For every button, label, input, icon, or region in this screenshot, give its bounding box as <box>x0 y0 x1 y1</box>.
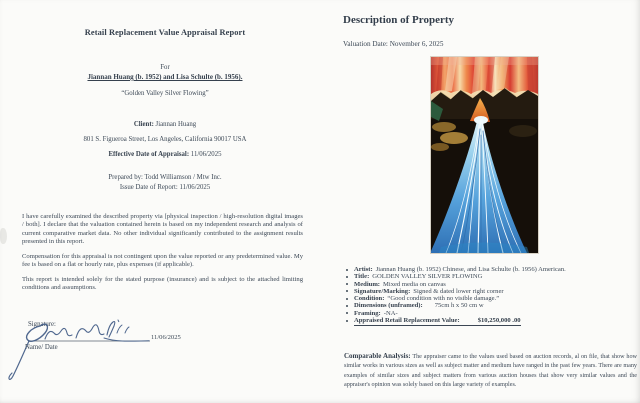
issue-date-line: Issue Date of Report: 11/06/2025 <box>119 184 211 191</box>
valuation-date-value: November 6, 2025 <box>387 40 444 48</box>
detail-value: “Good condition with no visible damage.” <box>387 295 500 303</box>
detail-row-dimensions <box>344 302 638 309</box>
bullet-icon <box>346 305 348 307</box>
client-label: Client: <box>133 121 154 128</box>
effective-date-value: 11/06/2025 <box>189 151 222 158</box>
comparable-analysis <box>344 352 637 391</box>
valuation-date-label: Valuation Date: <box>343 40 388 48</box>
effective-date-line <box>10 151 320 158</box>
bullet-icon <box>346 276 348 278</box>
bullet-icon <box>346 283 348 285</box>
prepared-by-line: Prepared by: Todd Williamson / Mtw Inc. <box>108 174 222 181</box>
signature-image <box>0 318 190 398</box>
bullet-icon <box>346 298 348 300</box>
client-name: Jiannan Huang <box>153 121 197 128</box>
detail-value: GOLDEN VALLEY SILVER FLOWING <box>372 273 483 281</box>
detail-label: Dimensions (unframed): <box>354 302 423 310</box>
detail-label: Artist: <box>354 266 373 273</box>
detail-label: Medium: <box>354 280 381 288</box>
detail-label: Title: <box>354 273 370 281</box>
bullet-icon <box>346 290 348 292</box>
detail-row-condition <box>344 295 638 302</box>
signature-label: Signature: <box>28 321 56 328</box>
owners-names: Jiannan Huang (b. 1952) and Lisa Schulte (b. 1956). <box>87 73 243 81</box>
detail-label: Appraised Retail Replacement Value: <box>354 317 460 325</box>
effective-date-label: Effective Date of Appraisal: <box>108 151 190 158</box>
detail-value: Signed & dated lower right corner <box>413 287 504 295</box>
artwork-image <box>431 57 538 253</box>
appraised-value: $10,250,000 .00 <box>477 317 521 325</box>
client-address: 801 S. Figueroa Street, Los Angeles, California 90017 USA <box>83 136 247 143</box>
description-heading: Description of Property <box>343 14 454 26</box>
detail-row-appraised-value <box>344 317 638 326</box>
for-label: For <box>160 64 170 71</box>
certification-paragraph-2: Compensation for this appraisal is not contingent upon the value reported or any predetermined value. My fee is based on a flat or hourly rate, plus expenses (if applicable). <box>22 252 303 268</box>
report-title: Retail Replacement Value Appraisal Report <box>84 28 246 37</box>
detail-value: Jiannan Huang (b. 1952) Chinese, and Lisa Schulte (b. 1956) American. <box>375 266 566 273</box>
client-line <box>10 121 320 128</box>
detail-value: 75cm h x 50 cm w <box>434 302 484 310</box>
detail-row-artist <box>344 266 638 273</box>
name-date-label: Name/ Date <box>25 344 58 351</box>
comparable-analysis-text: The appraiser came to the values used based on auction records, al on file, that show how similar works in various sizes as well as subject matter and medium have ranged in the past few years. There are many examples of similar sizes and subject matters from various auction houses that show very similar values and the appraiser's opinion was solely based on this large variety of examples. <box>344 354 637 389</box>
detail-row-framing <box>344 310 638 317</box>
certification-paragraph-1: I have carefully examined the described property via [physical inspection / high-resolution digital images / both]. I declare that the valuation contained herein is based on my independent research and analysis of current comparative market data. No other individual significantly contributed to the assignment results presented in this report. <box>22 213 303 245</box>
signature-date: 11/06/2025 <box>151 334 181 341</box>
detail-label: Signature/Marking: <box>354 287 411 295</box>
property-details-list <box>344 266 638 326</box>
bullet-icon <box>346 320 348 322</box>
detail-value: -NA- <box>383 309 398 317</box>
detail-value: Mixed media on canvas <box>383 280 446 288</box>
bullet-icon <box>346 269 348 271</box>
certification-paragraphs <box>22 213 303 299</box>
artwork-title-quoted: “Golden Valley Silver Flowing” <box>121 90 209 97</box>
detail-row-signature-marking <box>344 288 638 295</box>
detail-row-medium <box>344 281 638 288</box>
detail-label: Condition: <box>354 295 385 303</box>
valuation-date-line <box>343 40 443 48</box>
bullet-icon <box>346 312 348 314</box>
detail-label: Framing: <box>354 309 381 317</box>
comparable-analysis-label: Comparable Analysis: <box>344 352 411 360</box>
certification-paragraph-3: This report is intended solely for the stated purpose (insurance) and is subject to the attached limiting conditions and assumptions. <box>22 275 303 292</box>
scan-smudge <box>0 228 7 244</box>
detail-row-title <box>344 273 638 280</box>
